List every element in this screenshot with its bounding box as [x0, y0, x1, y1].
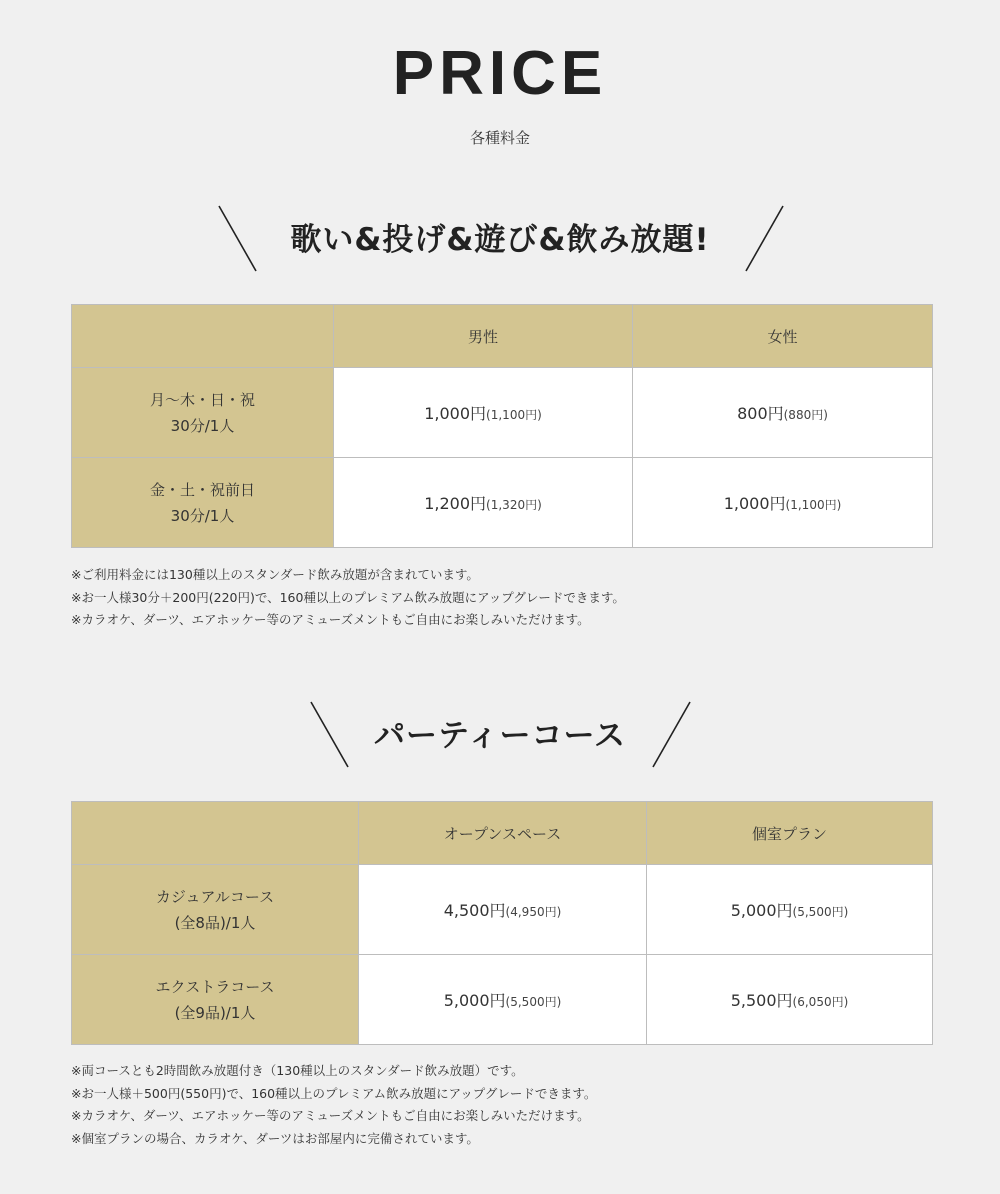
- row-label-weekday: [72, 368, 334, 458]
- price-cell: [647, 865, 933, 955]
- page-subtitle: 各種料金: [469, 129, 530, 147]
- column-header-private-room: 個室プラン: [647, 802, 933, 865]
- price-value: 5,000円: [443, 991, 506, 1010]
- row-label-unit: (全8品)/1人: [174, 913, 256, 932]
- price-tax-included: (5,500円): [505, 995, 562, 1009]
- row-label-casual-course: [72, 865, 359, 955]
- price-table-party: [71, 801, 933, 1045]
- section-heading-party-course: パーティーコース: [374, 718, 626, 754]
- price-value: 5,000円: [730, 901, 793, 920]
- heading-right-slash-decoration: [652, 701, 692, 769]
- heading-right-slash-decoration: [745, 205, 785, 273]
- row-label-course-name: カジュアルコース: [155, 887, 275, 906]
- price-tax-included: (4,950円): [505, 905, 562, 919]
- table-row: [72, 955, 933, 1045]
- note-line: ※両コースとも2時間飲み放題付き（130種以上のスタンダード飲み放題）です。: [71, 1063, 524, 1078]
- price-cell: [359, 865, 647, 955]
- column-header-male: 男性: [334, 305, 633, 368]
- price-value: 5,500円: [730, 991, 793, 1010]
- row-label-days: 月〜木・日・祝: [149, 390, 255, 409]
- table-header-row: [72, 305, 933, 368]
- price-cell: [633, 458, 933, 548]
- note-line: ※カラオケ、ダーツ、エアホッケー等のアミューズメントもご自由にお楽しみいただけます。: [71, 612, 590, 627]
- table-corner-cell: [72, 802, 359, 865]
- note-line: ※カラオケ、ダーツ、エアホッケー等のアミューズメントもご自由にお楽しみいただけます。: [71, 1108, 590, 1123]
- price-tax-included: (6,050円): [792, 995, 849, 1009]
- price-cell: [647, 955, 933, 1045]
- price-tax-included: (1,100円): [486, 408, 542, 422]
- table-header-row: [72, 802, 933, 865]
- price-value: 1,000円: [723, 494, 786, 513]
- column-header-open-space: オープンスペース: [359, 802, 647, 865]
- row-label-unit: 30分/1人: [170, 506, 235, 525]
- price-tax-included: (1,320円): [486, 498, 542, 512]
- notes-standard: [71, 564, 951, 632]
- column-header-female: 女性: [633, 305, 933, 368]
- row-label-extra-course: [72, 955, 359, 1045]
- price-table-standard: [71, 304, 933, 548]
- row-label-unit: 30分/1人: [170, 416, 235, 435]
- price-cell: [633, 368, 933, 458]
- price-tax-included: (1,100円): [785, 498, 842, 512]
- note-line: ※ご利用料金には130種以上のスタンダード飲み放題が含まれています。: [71, 567, 479, 582]
- table-corner-cell: [72, 305, 334, 368]
- page-title: PRICE: [392, 39, 608, 108]
- price-cell: [334, 458, 633, 548]
- price-value: 1,200円: [424, 494, 487, 513]
- row-label-unit: (全9品)/1人: [174, 1003, 256, 1022]
- row-label-course-name: エクストラコース: [155, 977, 275, 996]
- price-cell: [359, 955, 647, 1045]
- price-cell: [334, 368, 633, 458]
- price-value: 800円: [737, 404, 784, 423]
- price-tax-included: (5,500円): [792, 905, 849, 919]
- table-row: [72, 458, 933, 548]
- note-line: ※個室プランの場合、カラオケ、ダーツはお部屋内に完備されています。: [71, 1130, 479, 1146]
- table-row: [72, 865, 933, 955]
- price-value: 4,500円: [443, 901, 506, 920]
- price-tax-included: (880円): [783, 408, 828, 422]
- price-value: 1,000円: [424, 404, 487, 423]
- note-line: ※お一人様30分＋200円(220円)で、160種以上のプレミアム飲み放題にアップグレードできます。: [71, 589, 625, 605]
- row-label-weekend: [72, 458, 334, 548]
- notes-party: [71, 1060, 951, 1150]
- row-label-days: 金・土・祝前日: [149, 480, 255, 499]
- section-heading-all-you-can: 歌い&投げ&遊び&飲み放題!: [290, 222, 710, 258]
- note-line: ※お一人様＋500円(550円)で、160種以上のプレミアム飲み放題にアップグレードできます。: [71, 1085, 597, 1101]
- table-row: [72, 368, 933, 458]
